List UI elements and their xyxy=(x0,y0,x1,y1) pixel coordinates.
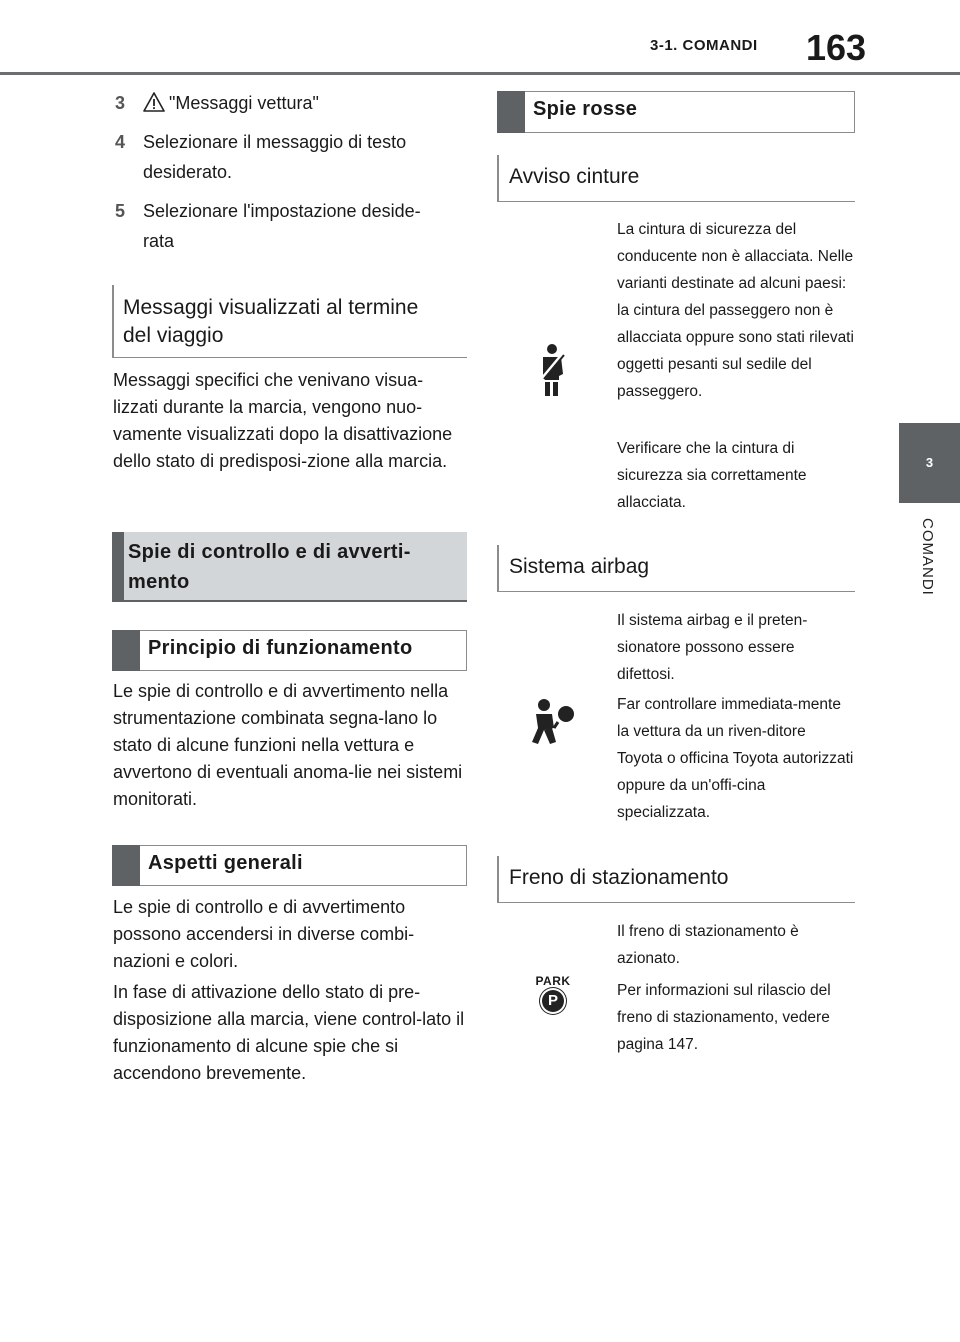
section-heading: Spie di controllo e di avverti-mento xyxy=(128,541,411,593)
red-lights-heading: Spie rosse xyxy=(533,98,638,120)
park-brake-icon-label: PARK xyxy=(535,974,571,988)
step-text: Selezionare l'impostazione deside-rata xyxy=(143,201,421,251)
step-text: "Messaggi vettura" xyxy=(169,93,319,113)
general-paragraph-2: In fase di attivazione dello stato di pre-disposizione alla marcia, viene control-lato il funzionamento di alcune spie che si accendono brevemente. xyxy=(113,982,465,1083)
section-heading-band xyxy=(112,532,467,602)
page-number: 163 xyxy=(806,27,867,68)
step-number: 3 xyxy=(115,93,126,113)
header-section-title: 3-1. COMANDI xyxy=(650,37,758,54)
step-number: 4 xyxy=(115,132,126,152)
general-heading-box xyxy=(112,845,467,886)
header-rule xyxy=(0,72,960,75)
principle-heading-box xyxy=(112,630,467,671)
seatbelt-icon xyxy=(537,344,569,396)
seatbelt-text-1: La cintura di sicurezza del conducente non è allacciata. Nelle varianti destinate ad alcuni paesi: la cintura del passeggero non è allacciata oppure sono stati rilevati oggetti pesanti sul sedile del passeggero. xyxy=(617,221,854,400)
trip-end-heading-box xyxy=(112,285,467,358)
parking-text-1: Il freno di stazionamento è azionato. xyxy=(617,923,799,967)
seatbelt-heading: Avviso cinture xyxy=(497,155,855,202)
step-3 xyxy=(115,88,319,118)
chapter-tab-label: COMANDI xyxy=(919,518,936,596)
general-heading: Aspetti generali xyxy=(148,852,303,874)
step-4 xyxy=(115,127,407,182)
heading-bar xyxy=(497,91,525,133)
park-brake-icon-letter: P xyxy=(542,990,564,1012)
airbag-icon xyxy=(530,698,576,746)
airbag-heading: Sistema airbag xyxy=(497,545,855,592)
airbag-text-2: Far controllare immediata-mente la vettura da un riven-ditore Toyota o officina Toyota autorizzati oppure da un'offi-cina specializzata. xyxy=(617,696,854,821)
principle-heading: Principio di funzionamento xyxy=(148,637,413,659)
heading-bar xyxy=(112,630,140,671)
chapter-tab xyxy=(899,423,960,503)
park-brake-icon xyxy=(533,975,573,1013)
principle-paragraph: Le spie di controllo e di avvertimento nella strumentazione combinata segna-lano lo stato di alcune funzioni nella vettura e avvertono di eventuali anoma-lie nei sistemi monitorati. xyxy=(113,681,463,809)
parking-brake-heading: Freno di stazionamento xyxy=(497,856,855,903)
trip-end-paragraph: Messaggi specifici che venivano visua-lizzati durante la marcia, vengono nuo-vamente visualizzati dopo la disattivazione dello stato di predisposi-zione alla marcia. xyxy=(113,370,453,471)
parking-text-2: Per informazioni sul rilascio del freno di stazionamento, vedere pagina 147. xyxy=(617,982,831,1053)
trip-end-heading: Messaggi visualizzati al termine del viaggio xyxy=(123,296,419,347)
red-lights-heading-box xyxy=(497,91,855,133)
airbag-text-1: Il sistema airbag e il preten-sionatore possono essere difettosi. xyxy=(617,612,808,683)
step-text: Selezionare il messaggio di testo desiderato. xyxy=(143,132,407,182)
warning-triangle-icon xyxy=(143,92,165,112)
step-5 xyxy=(115,196,421,251)
general-paragraph-1: Le spie di controllo e di avvertimento possono accendersi in diverse combi-nazioni e colori. xyxy=(113,897,415,971)
chapter-tab-number: 3 xyxy=(925,455,934,470)
seatbelt-text-2: Verificare che la cintura di sicurezza sia correttamente allacciata. xyxy=(617,440,807,511)
heading-bar xyxy=(112,845,140,886)
step-number: 5 xyxy=(115,201,126,221)
